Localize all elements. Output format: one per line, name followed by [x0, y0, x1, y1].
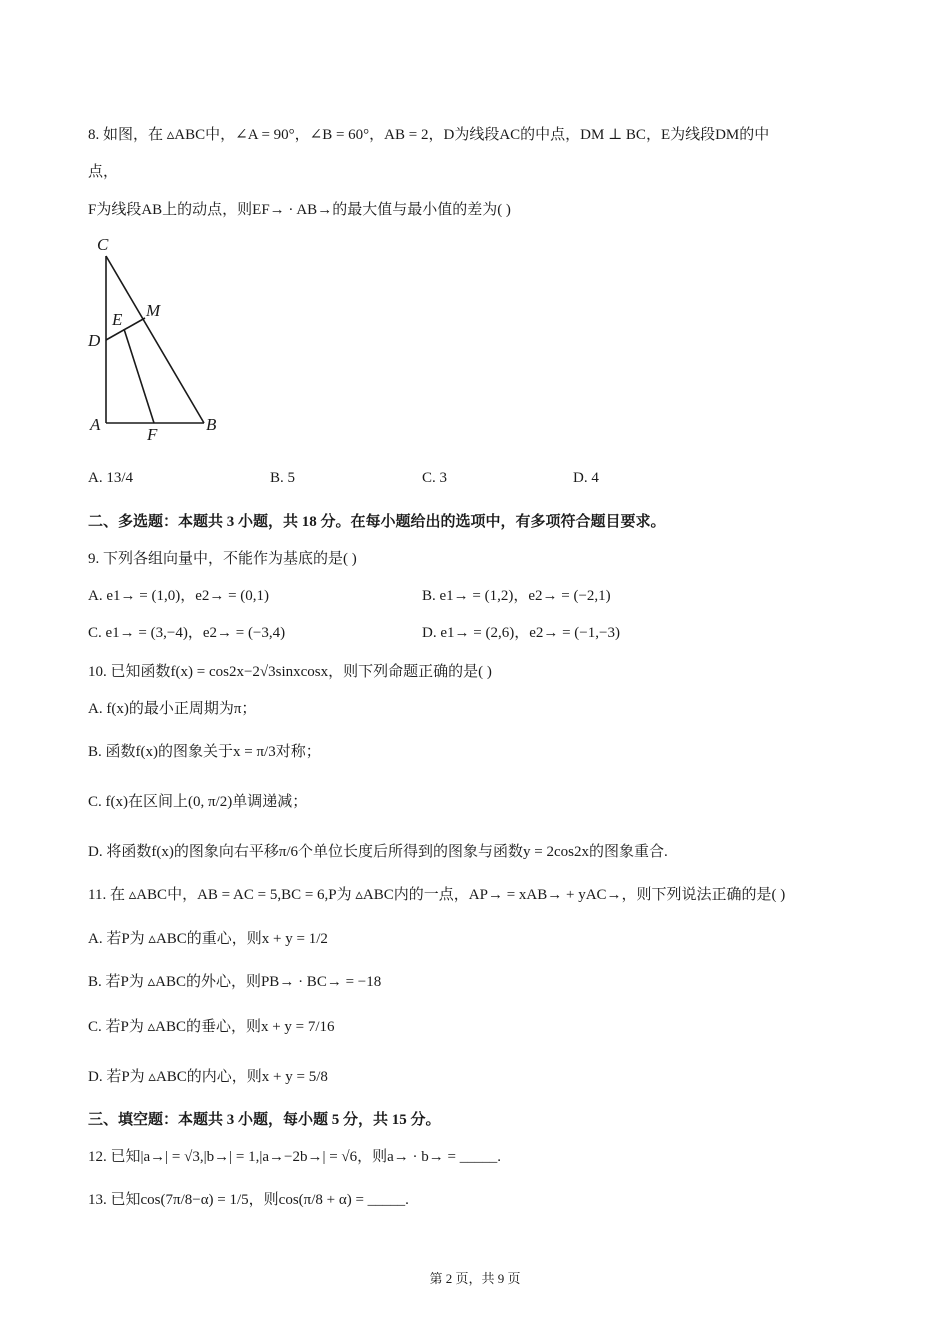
- label-d: D: [88, 331, 101, 350]
- option-q8-C: C. 3: [422, 470, 448, 486]
- segment-ef: [124, 329, 154, 423]
- text-line-q11d: D. 若P为 ▵ABC的内心，则x + y = 5/8: [88, 1069, 328, 1085]
- label-b: B: [206, 415, 217, 434]
- text-line-q10b: B. 函数f(x)的图象关于x = π/3对称；: [88, 744, 321, 760]
- label-a: A: [90, 415, 101, 434]
- label-m: M: [146, 301, 161, 320]
- text-line-q13: 13. 已知cos(7π/8−α) = 1/5，则cos(π/8 + α) = _____.: [88, 1192, 409, 1208]
- text-line-q8b: 点，: [88, 164, 119, 180]
- option-q9-B: B. e1→ = (1,2)，e2→ = (−2,1): [422, 588, 611, 604]
- text-line-q12: 12. 已知|a→| = √3,|b→| = 1,|a→−2b→| = √6，则a→ · b→ = _____.: [88, 1149, 501, 1165]
- text-line-q11b: B. 若P为 ▵ABC的外心，则PB→ · BC→ = −18: [88, 974, 382, 990]
- text-line-q11c: C. 若P为 ▵ABC的垂心，则x + y = 7/16: [88, 1019, 335, 1035]
- text-line-q11: 11. 在 ▵ABC中，AB = AC = 5,BC = 6,P为 ▵ABC内的一点，AP→ = xAB→ + yAC→，则下列说法正确的是( ): [88, 887, 786, 903]
- option-q8-B: B. 5: [270, 470, 296, 486]
- text-line-q10c: C. f(x)在区间上(0, π/2)单调递减；: [88, 794, 308, 810]
- page-footer: 第 2 页，共 9 页: [429, 1271, 521, 1286]
- text-line-s3: 三、填空题：本题共 3 小题，每小题 5 分，共 15 分。: [88, 1112, 441, 1128]
- text-line-q8c: F为线段AB上的动点，则EF→ · AB→的最大值与最小值的差为( ): [88, 202, 511, 218]
- text-line-q8a: 8. 如图，在 ▵ABC中，∠A = 90°，∠B = 60°，AB = 2，D为线段AC的中点，DM ⊥ BC，E为线段DM的中: [88, 127, 770, 143]
- text-line-q10d: D. 将函数f(x)的图象向右平移π/6个单位长度后所得到的图象与函数y = 2cos2x的图象重合.: [88, 844, 668, 860]
- text-line-q11a: A. 若P为 ▵ABC的重心，则x + y = 1/2: [88, 931, 328, 947]
- triangle-figure: [82, 232, 232, 447]
- label-e: E: [112, 310, 123, 329]
- option-q9-C: C. e1→ = (3,−4)，e2→ = (−3,4): [88, 625, 286, 641]
- text-line-q10a: A. f(x)的最小正周期为π；: [88, 701, 257, 717]
- text-line-q9: 9. 下列各组向量中，不能作为基底的是( ): [88, 551, 357, 567]
- text-line-q10: 10. 已知函数f(x) = cos2x−2√3sinxcosx，则下列命题正确的是( ): [88, 664, 492, 680]
- option-q9-D: D. e1→ = (2,6)，e2→ = (−1,−3): [422, 625, 620, 641]
- option-q8-D: D. 4: [573, 470, 599, 486]
- text-line-s2: 二、多选题：本题共 3 小题，共 18 分。在每小题给出的选项中，有多项符合题目要求。: [88, 514, 666, 530]
- option-q9-A: A. e1→ = (1,0)，e2→ = (0,1): [88, 588, 270, 604]
- segment-cb: [106, 256, 204, 423]
- label-c: C: [97, 235, 109, 254]
- label-f: F: [147, 425, 158, 444]
- option-q8-A: A. 13/4: [88, 470, 133, 486]
